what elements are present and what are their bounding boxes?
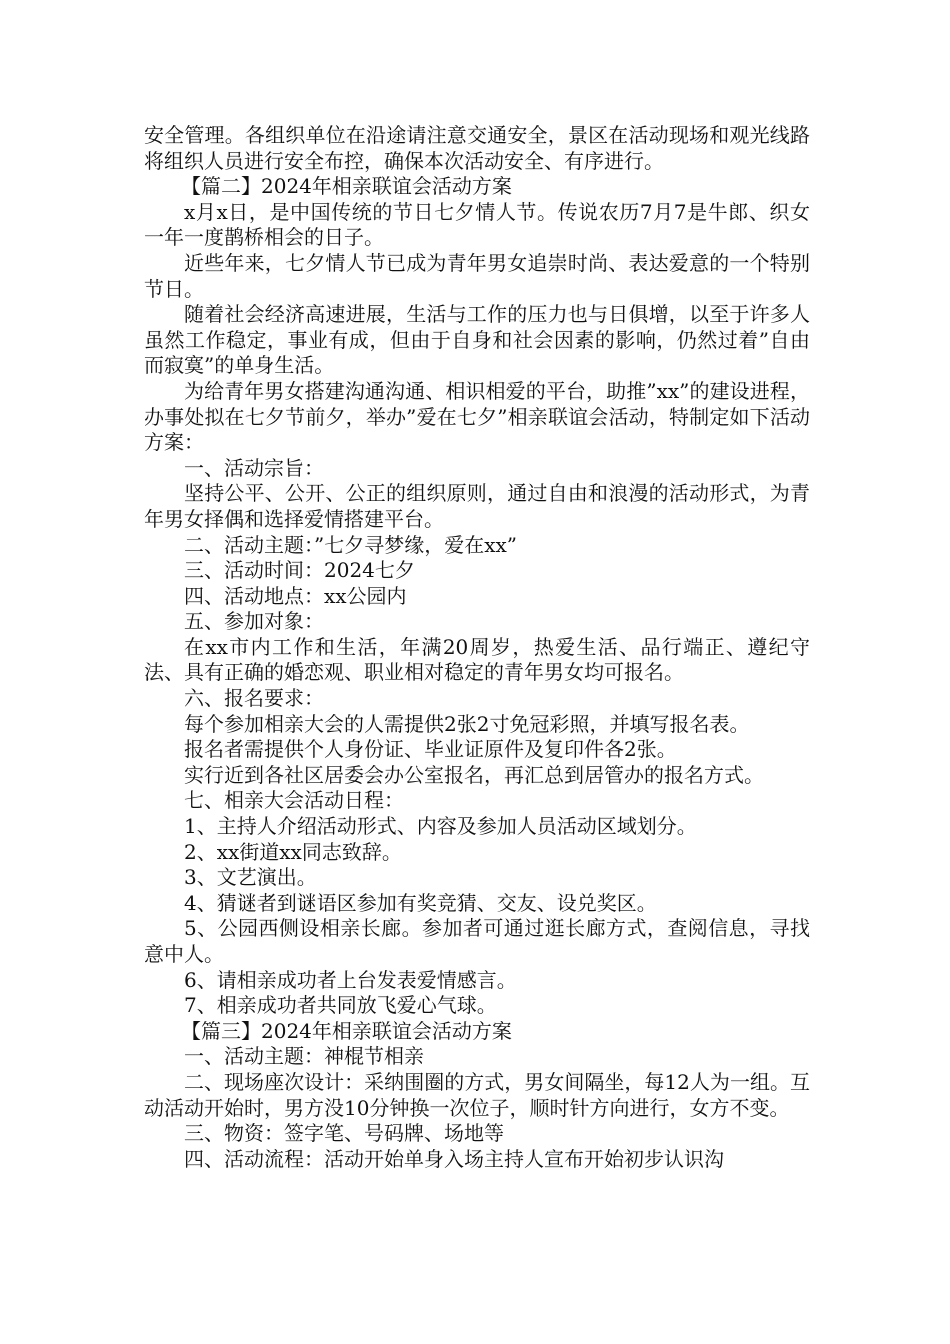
- list-item: 三、物资：签字笔、号码牌、场地等: [184, 1121, 504, 1146]
- paragraph: 四、活动流程：活动开始单身入场主持人宣布开始初步认识沟: [184, 1146, 724, 1171]
- paragraph: 5、公园西侧设相亲长廊。参加者可通过逛长廊方式，查阅信息，寻找意中人。: [144, 916, 810, 966]
- list-item: 二、活动主题：”七夕寻梦缘，爱在xx”: [184, 532, 518, 557]
- document-body: [144, 123, 810, 1172]
- list-item: 四、活动地点：xx公园内: [184, 583, 407, 608]
- list-item: 1、主持人介绍活动形式、内容及参加人员活动区域划分。: [184, 814, 697, 839]
- paragraph: 实行近到各社区居委会办公室报名，再汇总到居管办的报名方式。: [184, 762, 764, 787]
- paragraph: 随着社会经济高速进展，生活与工作的压力也与日俱增，以至于许多人虽然工作稳定，事业有成，但由于自身和社会因素的影响，仍然过着”自由而寂寞”的单身生活。: [144, 302, 810, 378]
- list-item: 七、相亲大会活动日程：: [184, 788, 404, 813]
- list-item: 2、xx街道xx同志致辞。: [184, 839, 402, 864]
- list-item: 4、猜谜者到谜语区参加有奖竞猜、交友、设兑奖区。: [184, 890, 657, 915]
- paragraph: 每个参加相亲大会的人需提供2张2寸免冠彩照，并填写报名表。: [184, 711, 750, 736]
- list-item: 一、活动主题：神棍节相亲: [184, 1044, 424, 1069]
- paragraph: 报名者需提供个人身份证、毕业证原件及复印件各2张。: [184, 737, 677, 762]
- list-item: 一、活动宗旨：: [184, 455, 324, 480]
- paragraph: 为给青年男女搭建沟通沟通、相识相爱的平台，助推”xx”的建设进程，办事处拟在七夕节前夕，举办”爱在七夕”相亲联谊会活动，特制定如下活动方案：: [144, 378, 810, 455]
- list-item: 7、相亲成功者共同放飞爱心气球。: [184, 993, 497, 1018]
- paragraph: 二、现场座次设计：采纳围圈的方式，男女间隔坐，每12人为一组。互动活动开始时，男方没10分钟换一次位子，顺时针方向进行，女方不变。: [144, 1069, 810, 1120]
- section-heading: 【篇三】2024年相亲联谊会活动方案: [181, 1018, 512, 1043]
- list-item: 六、报名要求：: [184, 686, 324, 711]
- section-heading: 【篇二】2024年相亲联谊会活动方案: [181, 174, 512, 199]
- list-item: 3、文艺演出。: [184, 865, 317, 890]
- paragraph: x月x日，是中国传统的节日七夕情人节。传说农历7月7是牛郎、织女一年一度鹊桥相会的日子。: [144, 199, 810, 250]
- list-item: 三、活动时间：2024七夕: [184, 558, 415, 583]
- list-item: 6、请相亲成功者上台发表爱情感言。: [184, 967, 517, 992]
- paragraph: 坚持公平、公开、公正的组织原则，通过自由和浪漫的活动形式，为青年男女择偶和选择爱情搭建平台。: [144, 481, 810, 531]
- list-item: 五、参加对象：: [184, 609, 324, 634]
- paragraph: 近些年来，七夕情人节已成为青年男女追崇时尚、表达爱意的一个特别节日。: [144, 250, 810, 301]
- paragraph: 安全管理。各组织单位在沿途请注意交通安全，景区在活动现场和观光线路将组织人员进行安全布控，确保本次活动安全、有序进行。: [144, 123, 810, 173]
- paragraph: 在xx市内工作和生活，年满20周岁，热爱生活、品行端正、遵纪守法、具有正确的婚恋观、职业相对稳定的青年男女均可报名。: [144, 634, 810, 685]
